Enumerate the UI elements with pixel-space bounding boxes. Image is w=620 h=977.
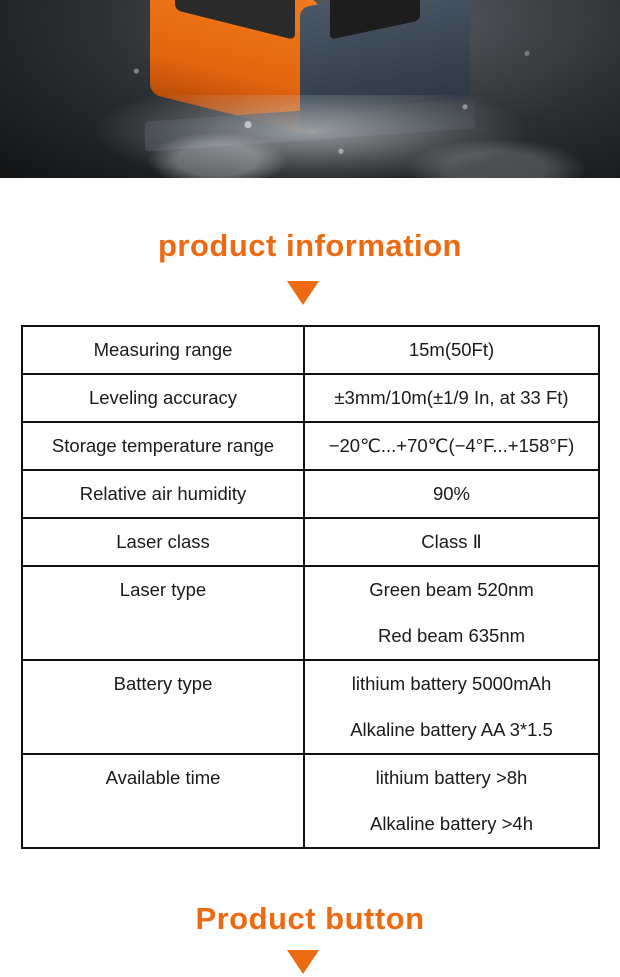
table-row xyxy=(22,566,599,660)
spec-value: lithium battery 5000mAh xyxy=(351,673,552,694)
spec-value-cell xyxy=(304,660,599,754)
spec-value: Alkaline battery AA 3*1.5 xyxy=(350,719,553,740)
spec-value: 15m(50Ft) xyxy=(408,339,495,360)
spec-value-cell xyxy=(304,422,599,470)
spec-value: Green beam 520nm xyxy=(369,579,534,600)
spec-value: Alkaline battery >4h xyxy=(369,813,533,834)
spec-label: Leveling accuracy xyxy=(88,387,238,408)
hero-image xyxy=(0,0,620,178)
water-droplets xyxy=(0,0,620,178)
product-information-heading: product information xyxy=(158,228,462,263)
spec-label: Laser type xyxy=(119,579,207,600)
table-row xyxy=(22,660,599,754)
spec-label-cell xyxy=(22,660,304,754)
down-arrow-icon xyxy=(287,281,319,305)
spec-label-cell xyxy=(22,422,304,470)
spec-value-cell xyxy=(304,470,599,518)
product-button-heading: Product button xyxy=(195,901,425,936)
spec-label-cell xyxy=(22,518,304,566)
spec-value-cell xyxy=(304,518,599,566)
spec-label-cell xyxy=(22,326,304,374)
table-row xyxy=(22,374,599,422)
spec-value: 90% xyxy=(432,483,471,504)
table-row xyxy=(22,422,599,470)
spec-label-cell xyxy=(22,566,304,660)
spec-value: lithium battery >8h xyxy=(375,767,528,788)
table-row xyxy=(22,470,599,518)
spec-table xyxy=(21,325,600,849)
spec-label: Available time xyxy=(105,767,221,788)
table-row xyxy=(22,754,599,848)
spec-value-cell xyxy=(304,566,599,660)
spec-label: Storage temperature range xyxy=(51,435,275,456)
table-row xyxy=(22,326,599,374)
down-arrow-icon xyxy=(287,950,319,974)
spec-label-cell xyxy=(22,754,304,848)
spec-value: −20℃...+70℃(−4°F...+158°F) xyxy=(328,435,575,456)
spec-label: Measuring range xyxy=(93,339,233,360)
spec-value: ±3mm/10m(±1/9 In, at 33 Ft) xyxy=(334,387,569,408)
spec-value-cell xyxy=(304,374,599,422)
table-row xyxy=(22,518,599,566)
spec-value-cell xyxy=(304,754,599,848)
spec-label: Laser class xyxy=(116,531,210,552)
spec-label: Battery type xyxy=(113,673,213,694)
spec-label-cell xyxy=(22,470,304,518)
spec-value-cell xyxy=(304,326,599,374)
spec-label: Relative air humidity xyxy=(79,483,247,504)
spec-value: Class Ⅱ xyxy=(421,531,482,552)
spec-label-cell xyxy=(22,374,304,422)
spec-value: Red beam 635nm xyxy=(377,625,526,646)
